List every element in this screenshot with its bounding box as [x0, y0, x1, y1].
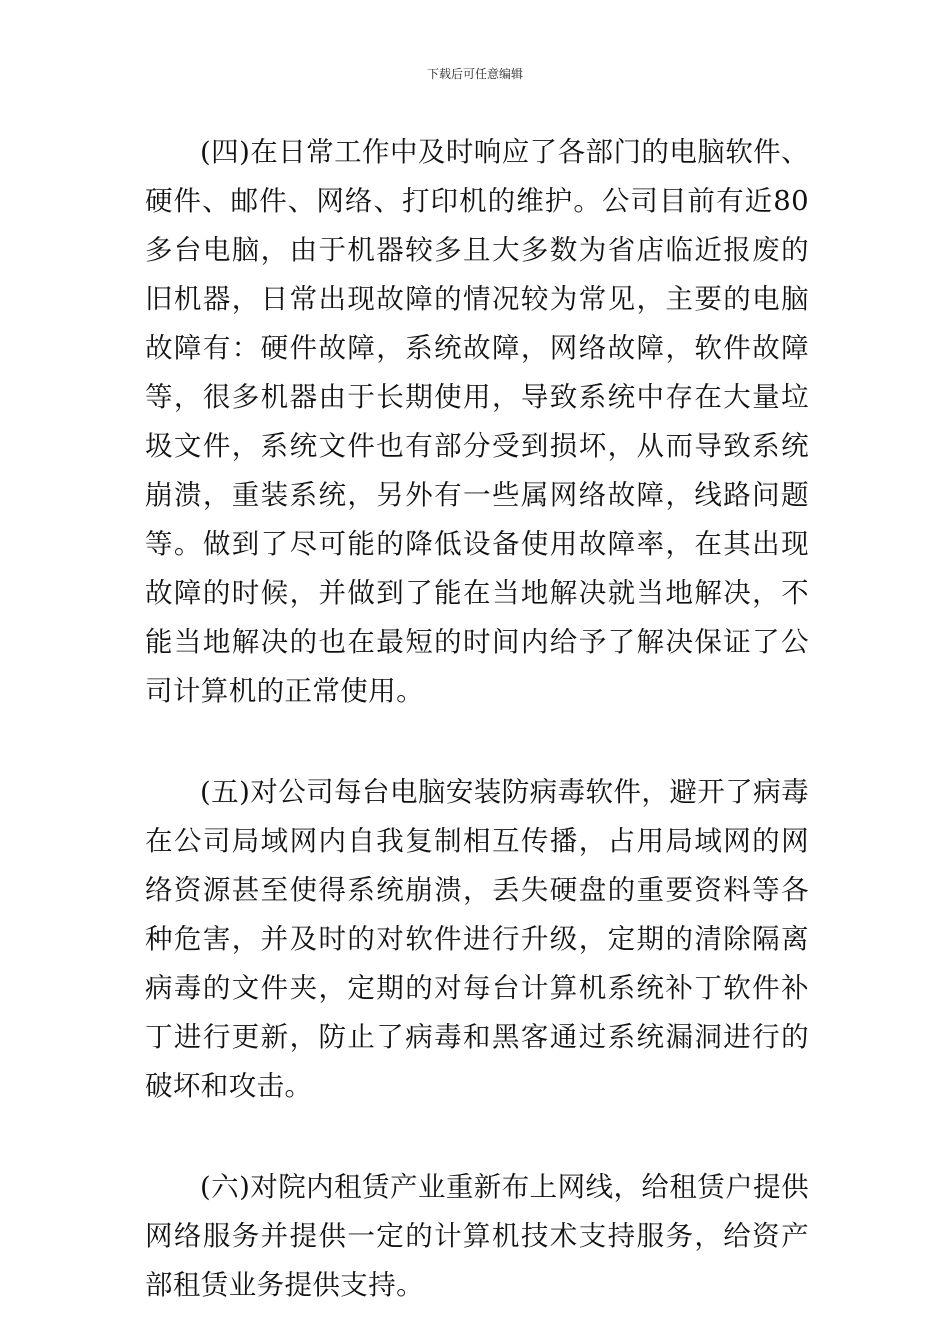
- paragraph-4: (四)在日常工作中及时响应了各部门的电脑软件、硬件、邮件、网络、打印机的维护。公司目前有近80多台电脑，由于机器较多且大多数为省店临近报废的旧机器，日常出现故障的情况较为常见，主要的电脑故障有：硬件故障，系统故障，网络故障，软件故障等，很多机器由于长期使用，导致系统中存在大量垃圾文件，系统文件也有部分受到损坏，从而导致系统崩溃，重装系统，另外有一些属网络故障，线路问题等。做到了尽可能的降低设备使用故障率，在其出现故障的时候，并做到了能在当地解决就当地解决，不能当地解决的也在最短的时间内给予了解决保证了公司计算机的正常使用。: [145, 136, 809, 707]
- document-body: [145, 128, 809, 1310]
- paragraph-5: (五)对公司每台电脑安装防病毒软件，避开了病毒在公司局域网内自我复制相互传播，占用局域网的网络资源甚至使得系统崩溃，丢失硬盘的重要资料等各种危害，并及时的对软件进行升级，定期的清除隔离病毒的文件夹，定期的对每台计算机系统补丁软件补丁进行更新，防止了病毒和黑客通过系统漏洞进行的破坏和攻击。: [145, 776, 809, 1102]
- paragraph-6: (六)对院内租赁产业重新布上网线，给租赁户提供网络服务并提供一定的计算机技术支持服务，给资产部租赁业务提供支持。: [145, 1171, 809, 1301]
- page-header: 下载后可任意编辑: [426, 67, 523, 81]
